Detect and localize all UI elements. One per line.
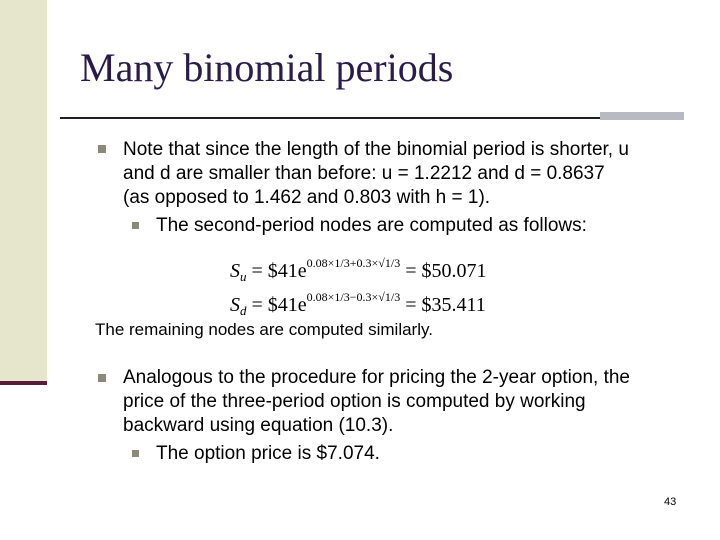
remaining-nodes-note: The remaining nodes are computed similarly. xyxy=(95,320,433,339)
eq-sd-lhs: S xyxy=(230,294,240,316)
sub-bullet-marker xyxy=(132,450,139,457)
bullet2-line1: Analogous to the procedure for pricing the 2-year option, the xyxy=(123,367,630,388)
left-decorative-band xyxy=(0,0,47,383)
bullet1-line3: (as opposed to 1.462 and 0.803 with h = 1). xyxy=(123,187,491,208)
eq-su-lhs: S xyxy=(230,260,240,282)
bullet1-line1: Note that since the length of the binomial period is shorter, u xyxy=(123,139,629,160)
title-underline xyxy=(60,117,660,119)
equation-sd xyxy=(230,290,486,319)
bullet2-line3: backward using equation (10.3). xyxy=(123,415,394,436)
slide-title: Many binomial periods xyxy=(80,45,454,90)
page-number: 43 xyxy=(664,496,677,508)
bullet2-sub: The option price is $7.074. xyxy=(156,443,380,464)
bullet1-line2: and d are smaller than before: u = 1.2212 and d = 0.8637 xyxy=(123,163,605,184)
eq-sd-lhs-sub: d xyxy=(240,303,247,318)
eq-sd-rhs: = $35.411 xyxy=(400,294,486,316)
bullet2-line2: price of the three-period option is computed by working xyxy=(123,391,586,412)
sub-bullet-marker xyxy=(132,222,139,229)
title-underline-accent xyxy=(600,112,684,120)
bullet-marker xyxy=(98,145,106,153)
eq-sd-mid: = $41e xyxy=(246,294,307,316)
eq-su-rhs: = $50.071 xyxy=(400,260,487,282)
eq-su-mid: = $41e xyxy=(246,260,307,282)
equation-su xyxy=(230,256,487,285)
bullet-marker xyxy=(98,374,106,382)
bullet1-sub: The second-period nodes are computed as follows: xyxy=(156,215,587,236)
left-accent-bar xyxy=(0,381,47,385)
eq-sd-exp: 0.08×1/3−0.3×√1/3 xyxy=(306,290,401,304)
eq-su-lhs-sub: u xyxy=(240,269,247,284)
eq-su-exp: 0.08×1/3+0.3×√1/3 xyxy=(306,256,401,270)
